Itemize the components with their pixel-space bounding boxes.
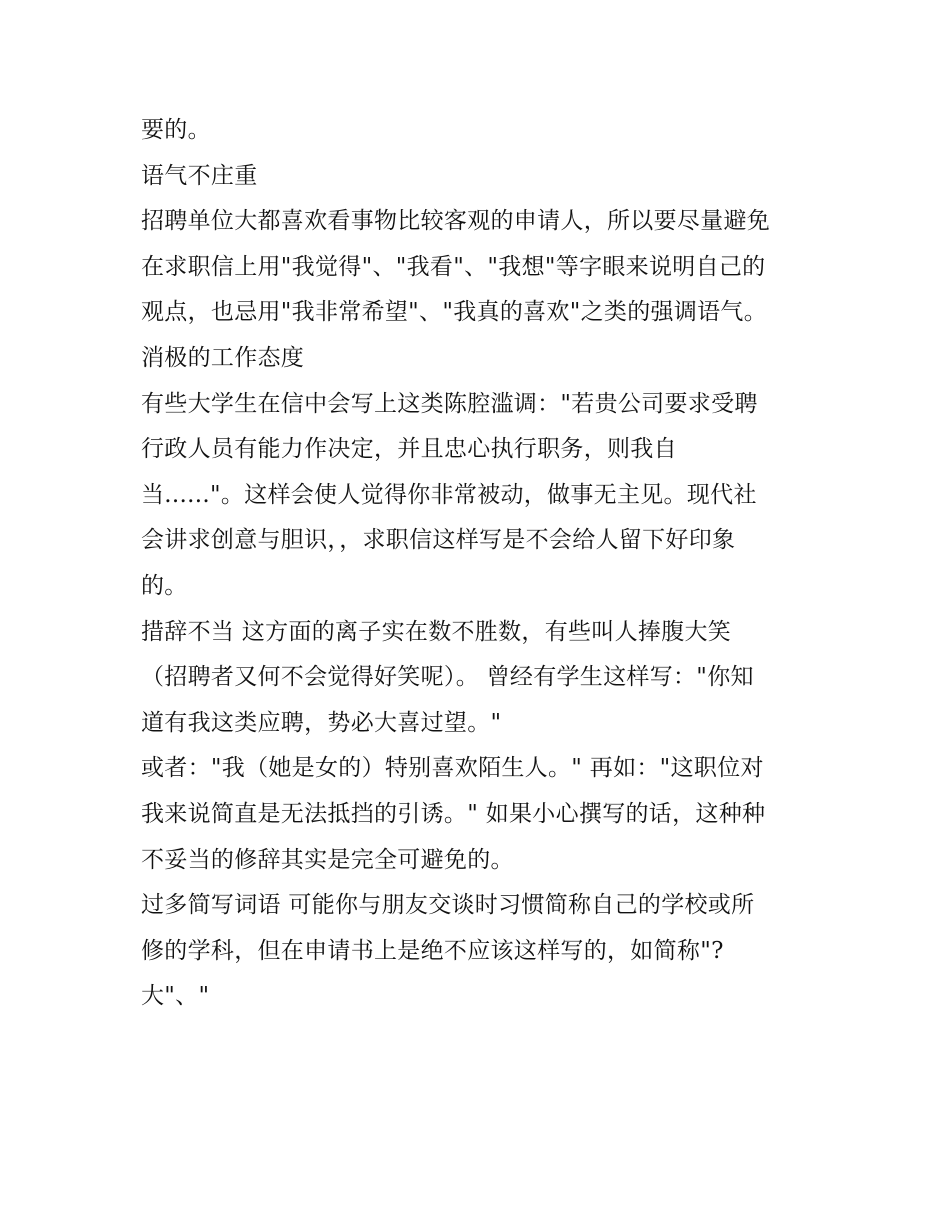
text-line: 当......"。这样会使人觉得你非常被动，做事无主见。现代社 xyxy=(141,481,757,508)
section-heading: 消极的工作态度 xyxy=(141,344,305,371)
text-line: 行政人员有能力作决定，并且忠心执行职务，则我自 xyxy=(141,436,677,463)
section-heading: 语气不庄重 xyxy=(141,162,258,189)
text-line: 大"、" xyxy=(141,983,210,1010)
document-body xyxy=(141,108,831,1020)
text-line: 修的学科，但在申请书上是绝不应该这样写的，如简称"? xyxy=(141,937,724,964)
text-line: 招聘单位大都喜欢看事物比较客观的申请人，所以要尽量避免 xyxy=(141,208,771,235)
text-line: 我来说简直是无法抵挡的引诱。" 如果小心撰写的话，这种种 xyxy=(141,800,766,827)
text-line: 道有我这类应聘，势必大喜过望。" xyxy=(141,709,502,736)
text-line: 不妥当的修辞其实是完全可避免的。 xyxy=(141,846,514,873)
text-line: 或者："我（她是女的）特别喜欢陌生人。" 再如："这职位对 xyxy=(141,755,764,782)
text-line: 观点，也忌用"我非常希望"、"我真的喜欢"之类的强调语气。 xyxy=(141,299,768,326)
text-line: 过多简写词语 可能你与朋友交谈时习惯简称自己的学校或所 xyxy=(141,892,755,919)
text-line: （招聘者又何不会觉得好笑呢）。 曾经有学生这样写："你知 xyxy=(141,664,754,691)
text-line: 有些大学生在信中会写上这类陈腔滥调："若贵公司要求受聘 xyxy=(141,390,758,417)
text-line: 在求职信上用"我觉得"、"我看"、"我想"等字眼来说明自己的 xyxy=(141,253,766,280)
text-line: 措辞不当 这方面的离子实在数不胜数，有些叫人捧腹大笑 xyxy=(141,618,732,645)
text-line: 要的。 xyxy=(141,117,211,143)
text-line: 会讲求创意与胆识，，求职信这样写是不会给人留下好印象 xyxy=(141,527,736,554)
text-line: 的。 xyxy=(141,572,188,599)
